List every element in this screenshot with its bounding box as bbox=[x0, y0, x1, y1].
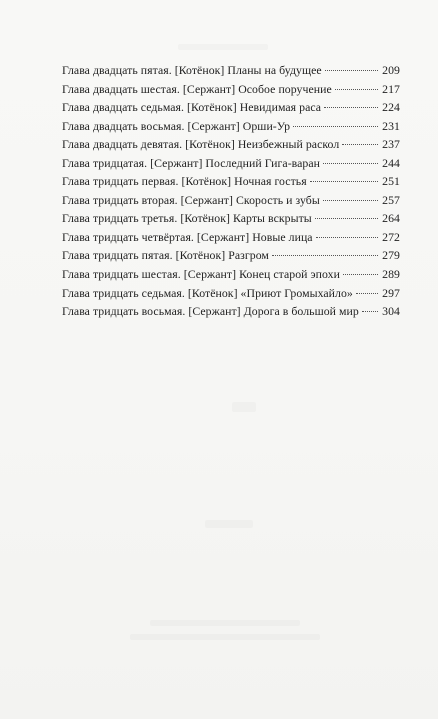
toc-entry-page: 279 bbox=[382, 248, 400, 263]
toc-entry-title: Глава двадцать седьмая. [Котёнок] Невидимая раса bbox=[62, 100, 322, 115]
toc-entry-title: Глава тридцать пятая. [Котёнок] Разгром bbox=[62, 248, 269, 263]
toc-entry-page: 217 bbox=[382, 81, 400, 96]
toc-leader-dots bbox=[316, 237, 378, 238]
toc-entry-title: Глава двадцать девятая. [Котёнок] Неизбежный раскол bbox=[62, 137, 340, 152]
show-through-mark bbox=[130, 634, 320, 640]
show-through-mark bbox=[205, 520, 253, 528]
toc-leader-dots bbox=[343, 274, 378, 275]
toc-entry-page: 224 bbox=[382, 100, 400, 115]
toc-entry-title: Глава тридцатая. [Сержант] Последний Гига-варан bbox=[62, 155, 321, 170]
toc-entry-title: Глава тридцать первая. [Котёнок] Ночная гостья bbox=[62, 174, 307, 189]
toc-entry-page: 257 bbox=[382, 192, 400, 207]
toc-entry-title: Глава двадцать пятая. [Котёнок] Планы на будущее bbox=[62, 63, 322, 77]
show-through-mark bbox=[178, 44, 268, 50]
show-through-mark bbox=[150, 620, 300, 626]
toc-entry[interactable] bbox=[62, 61, 400, 80]
toc-entry-title: Глава тридцать шестая. [Сержант] Конец старой эпохи bbox=[62, 267, 340, 282]
toc-entry-title: Глава тридцать вторая. [Сержант] Скорость и зубы bbox=[62, 192, 320, 207]
toc-leader-dots bbox=[293, 126, 378, 127]
toc-entry-title: Глава тридцать третья. [Котёнок] Карты вскрыты bbox=[62, 211, 312, 226]
toc-entry[interactable] bbox=[62, 172, 400, 191]
toc-leader-dots bbox=[362, 311, 378, 312]
toc-entry[interactable] bbox=[62, 135, 400, 154]
toc-leader-dots bbox=[356, 293, 378, 294]
toc-entry-page: 304 bbox=[382, 304, 400, 319]
toc-entry-page: 244 bbox=[382, 155, 400, 170]
toc-entry[interactable] bbox=[62, 117, 400, 136]
toc-entry-page: 209 bbox=[382, 63, 400, 77]
toc-leader-dots bbox=[315, 218, 378, 219]
toc-entry-page: 231 bbox=[382, 118, 400, 133]
toc-entry[interactable] bbox=[62, 209, 400, 228]
toc-entry-page: 289 bbox=[382, 267, 400, 282]
toc-entry[interactable] bbox=[62, 154, 400, 173]
toc-leader-dots bbox=[323, 200, 378, 201]
table-of-contents bbox=[62, 61, 400, 321]
toc-entry[interactable] bbox=[62, 265, 400, 284]
toc-leader-dots bbox=[310, 181, 378, 182]
toc-entry[interactable] bbox=[62, 246, 400, 265]
toc-entry-page: 272 bbox=[382, 229, 400, 244]
toc-entry-title: Глава тридцать седьмая. [Котёнок] «Приют Громыхайло» bbox=[62, 285, 353, 300]
toc-entry-page: 251 bbox=[382, 174, 400, 189]
toc-entry[interactable] bbox=[62, 302, 400, 321]
toc-entry[interactable] bbox=[62, 98, 400, 117]
toc-entry[interactable] bbox=[62, 284, 400, 303]
toc-entry[interactable] bbox=[62, 191, 400, 210]
toc-entry-page: 237 bbox=[382, 137, 400, 152]
toc-entry-page: 297 bbox=[382, 285, 400, 300]
toc-entry-title: Глава тридцать восьмая. [Сержант] Дорога в большой мир bbox=[62, 304, 359, 319]
toc-entry-title: Глава тридцать четвёртая. [Сержант] Новые лица bbox=[62, 229, 313, 244]
toc-entry[interactable] bbox=[62, 228, 400, 247]
toc-leader-dots bbox=[323, 163, 378, 164]
toc-leader-dots bbox=[272, 255, 378, 256]
toc-entry-title: Глава двадцать восьмая. [Сержант] Орши-Ур bbox=[62, 118, 291, 133]
toc-entry-page: 264 bbox=[382, 211, 400, 226]
toc-leader-dots bbox=[342, 144, 378, 145]
show-through-mark bbox=[232, 402, 256, 412]
toc-leader-dots bbox=[335, 89, 378, 90]
toc-entry-title: Глава двадцать шестая. [Сержант] Особое поручение bbox=[62, 81, 332, 96]
toc-entry[interactable] bbox=[62, 80, 400, 99]
toc-leader-dots bbox=[325, 70, 378, 71]
toc-leader-dots bbox=[324, 107, 378, 108]
